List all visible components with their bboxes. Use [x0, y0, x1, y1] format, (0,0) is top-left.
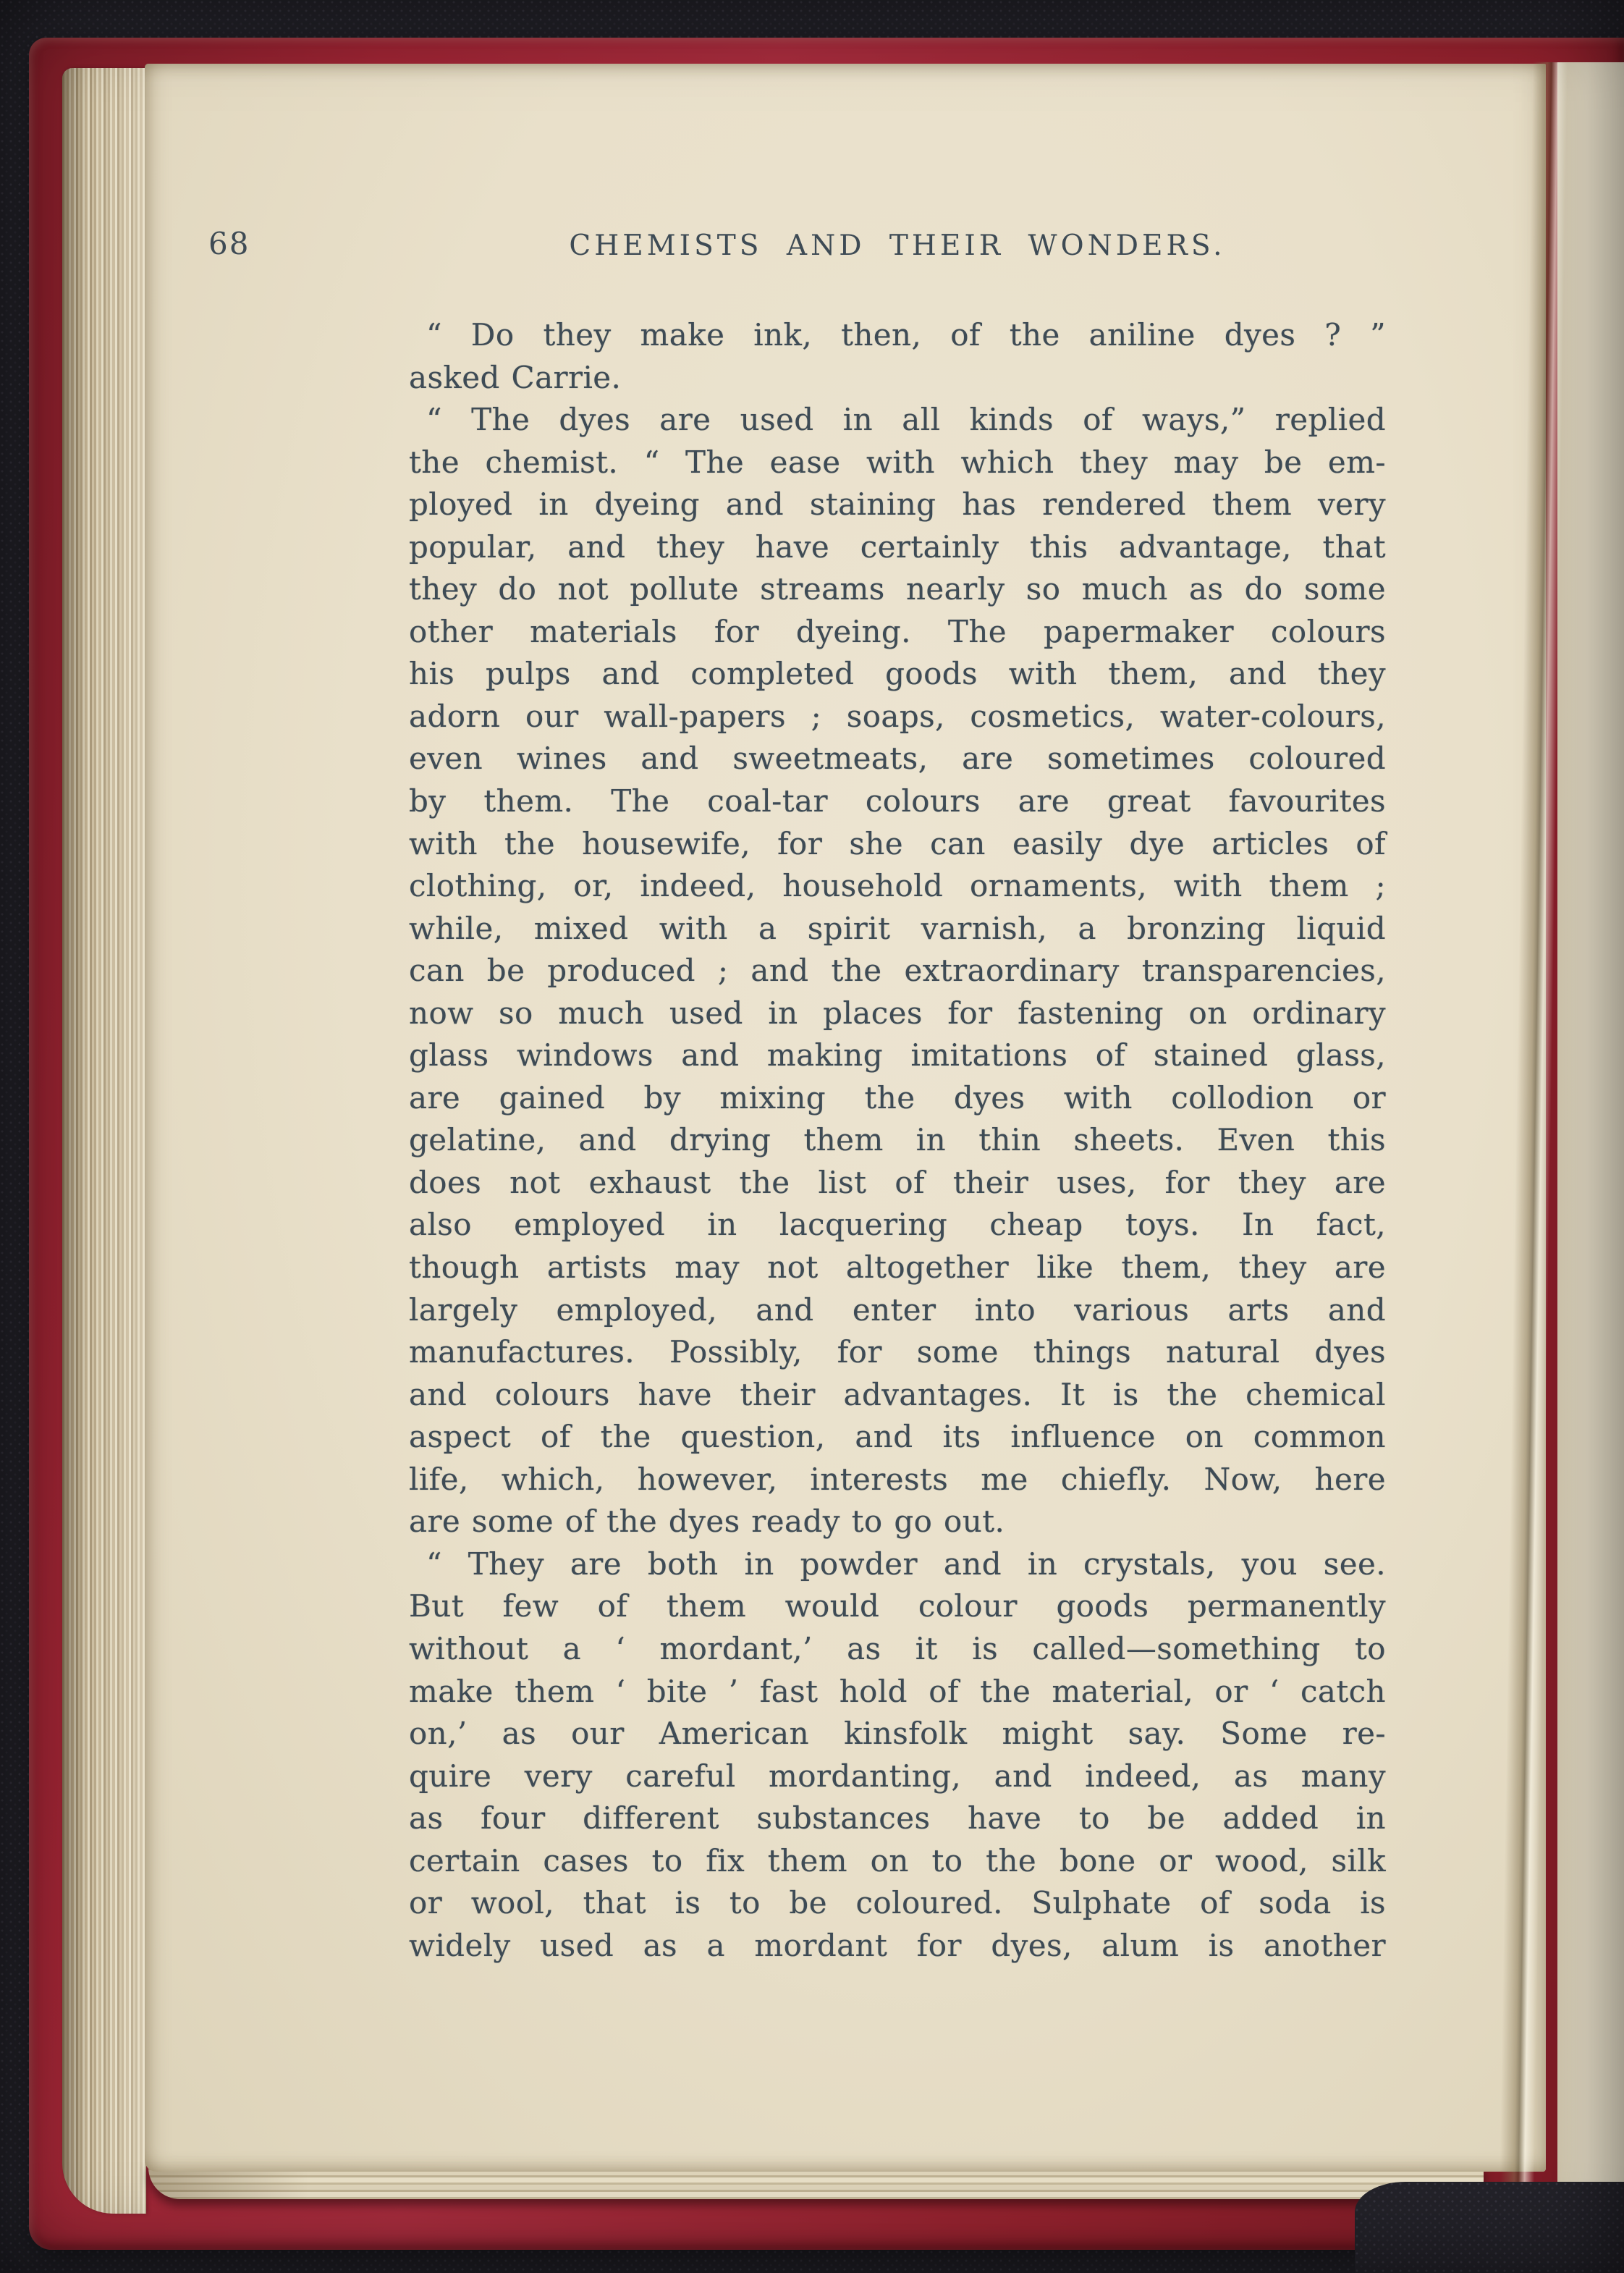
text-line: quire very careful mordanting, and indeed, as many: [409, 1758, 1386, 1794]
text-line: aspect of the question, and its influence on common: [409, 1419, 1386, 1455]
page-stack-fore-edge: [62, 68, 146, 2214]
running-header: CHEMISTS AND THEIR WONDERS.: [569, 229, 1226, 262]
text-line: popular, and they have certainly this advantage, that: [409, 528, 1386, 565]
text-line: with the housewife, for she can easily dye articles of: [409, 825, 1386, 861]
text-line: does not exhaust the list of their uses, for they are: [409, 1164, 1386, 1200]
text-line: though artists may not altogether like them, they are: [409, 1249, 1386, 1286]
paragraph: [409, 314, 1386, 399]
page-number: 68: [208, 226, 250, 261]
text-line: without a ‘ mordant,’ as it is called—something to: [409, 1630, 1386, 1666]
text-line: and colours have their advantages. It is the chemical: [409, 1376, 1386, 1412]
text-line: are gained by mixing the dyes with collodion or: [409, 1079, 1386, 1116]
text-line: also employed in lacquering cheap toys. In fact,: [409, 1207, 1386, 1243]
text-line: while, mixed with a spirit varnish, a bronzing liquid: [409, 910, 1386, 946]
text-line: But few of them would colour goods permanently: [409, 1588, 1386, 1624]
text-line: are some of the dyes ready to go out.: [409, 1504, 1005, 1540]
text-line: widely used as a mordant for dyes, alum is another: [409, 1927, 1386, 1963]
book-page: [145, 64, 1546, 2172]
text-line: “ They are both in powder and in crystals, you see.: [426, 1545, 1386, 1582]
text-line: other materials for dyeing. The papermaker colours: [409, 613, 1386, 649]
text-line: clothing, or, indeed, household ornaments, with them ;: [409, 868, 1386, 904]
text-line: ployed in dyeing and staining has rendered them very: [409, 486, 1386, 523]
text-line: on,’ as our American kinsfolk might say. Some re-: [409, 1716, 1386, 1752]
text-line: or wool, that is to be coloured. Sulphate of soda is: [409, 1885, 1386, 1921]
text-line: glass windows and making imitations of stained glass,: [409, 1037, 1386, 1074]
page-body: [409, 314, 1386, 1967]
text-line: gelatine, and drying them in thin sheets. Even this: [409, 1122, 1386, 1158]
text-line: by them. The coal-tar colours are great favourites: [409, 783, 1386, 819]
text-line: his pulps and completed goods with them, and they: [409, 656, 1386, 692]
text-line: “ Do they make ink, then, of the aniline dyes ? ”: [426, 317, 1386, 353]
text-line: asked Carrie.: [409, 359, 622, 395]
text-line: certain cases to fix them on to the bone or wood, silk: [409, 1842, 1386, 1878]
paragraph: [409, 399, 1386, 1543]
text-line: they do not pollute streams nearly so much as do some: [409, 571, 1386, 607]
facing-page-edge: [1557, 62, 1624, 2214]
text-line: even wines and sweetmeats, are sometimes coloured: [409, 741, 1386, 777]
text-line: life, which, however, interests me chiefly. Now, here: [409, 1461, 1386, 1497]
text-line: make them ‘ bite ’ fast hold of the material, or ‘ catch: [409, 1673, 1386, 1709]
text-line: adorn our wall-papers ; soaps, cosmetics, water-colours,: [409, 698, 1386, 734]
text-line: as four different substances have to be added in: [409, 1800, 1386, 1836]
paragraph: [409, 1543, 1386, 1967]
text-line: largely employed, and enter into various arts and: [409, 1291, 1386, 1328]
fabric-corner: [1355, 2182, 1624, 2273]
text-line: “ The dyes are used in all kinds of ways,” replied: [426, 402, 1386, 438]
text-line: manufactures. Possibly, for some things natural dyes: [409, 1334, 1386, 1370]
text-line: can be produced ; and the extraordinary transparencies,: [409, 953, 1386, 989]
text-line: the chemist. “ The ease with which they may be em-: [409, 444, 1386, 480]
text-line: now so much used in places for fastening on ordinary: [409, 995, 1386, 1031]
